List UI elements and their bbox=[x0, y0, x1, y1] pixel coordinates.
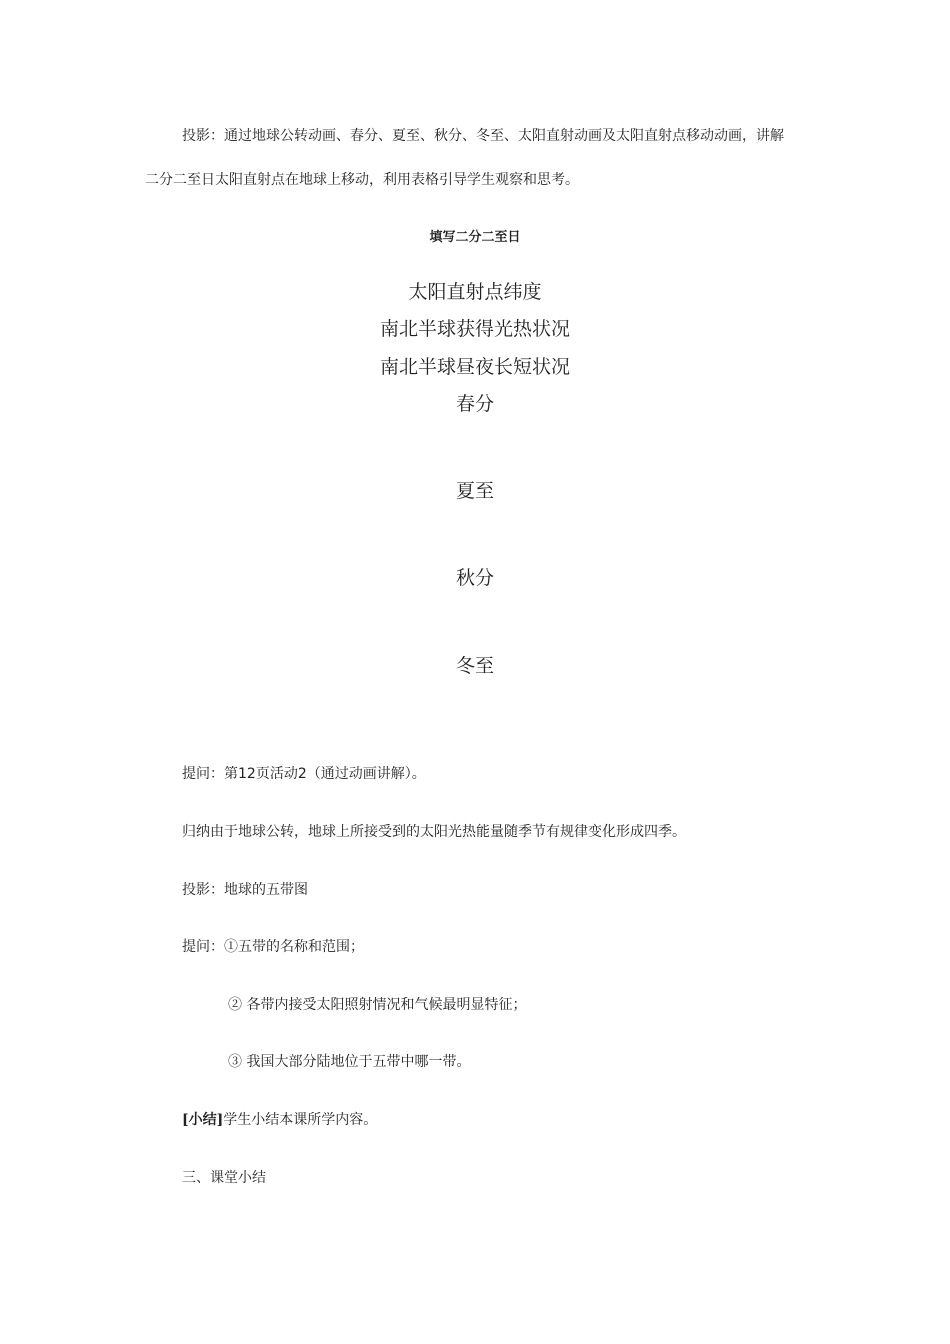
conclusion bbox=[182, 1110, 377, 1130]
question-zones-3: ③ 我国大部分陆地位于五带中哪一带。 bbox=[228, 1054, 471, 1070]
conclusion-text: 学生小结本课所学内容。 bbox=[223, 1112, 378, 1128]
intro-line-2: 二分二至日太阳直射点在地球上移动，利用表格引导学生观察和思考。 bbox=[145, 172, 579, 188]
section-heading-3: 三、课堂小结 bbox=[182, 1170, 266, 1186]
conclusion-label: [小结] bbox=[182, 1112, 224, 1128]
row-spring-equinox: 春分 bbox=[455, 393, 494, 415]
header-day-night: 南北半球昼夜长短状况 bbox=[379, 356, 570, 378]
question-activity: 提问：第12页活动2（通过动画讲解）。 bbox=[182, 766, 426, 782]
header-light-heat: 南北半球获得光热状况 bbox=[379, 318, 570, 340]
row-summer-solstice: 夏至 bbox=[455, 480, 494, 502]
row-winter-solstice: 冬至 bbox=[455, 655, 494, 677]
row-autumn-equinox: 秋分 bbox=[455, 567, 494, 589]
header-latitude: 太阳直射点纬度 bbox=[408, 281, 542, 303]
question-zones-1: 提问：①五带的名称和范围； bbox=[182, 939, 364, 955]
projection-five-zones: 投影：地球的五带图 bbox=[182, 882, 308, 898]
question-zones-2: ② 各带内接受太阳照射情况和气候最明显特征； bbox=[228, 997, 527, 1013]
summary-seasons: 归纳由于地球公转，地球上所接受到的太阳光热能量随季节有规律变化形成四季。 bbox=[182, 824, 686, 840]
intro-line-1: 投影：通过地球公转动画、春分、夏至、秋分、冬至、太阳直射动画及太阳直射点移动动画，讲解 bbox=[182, 128, 784, 144]
table-title: 填写二分二至日 bbox=[429, 230, 521, 245]
